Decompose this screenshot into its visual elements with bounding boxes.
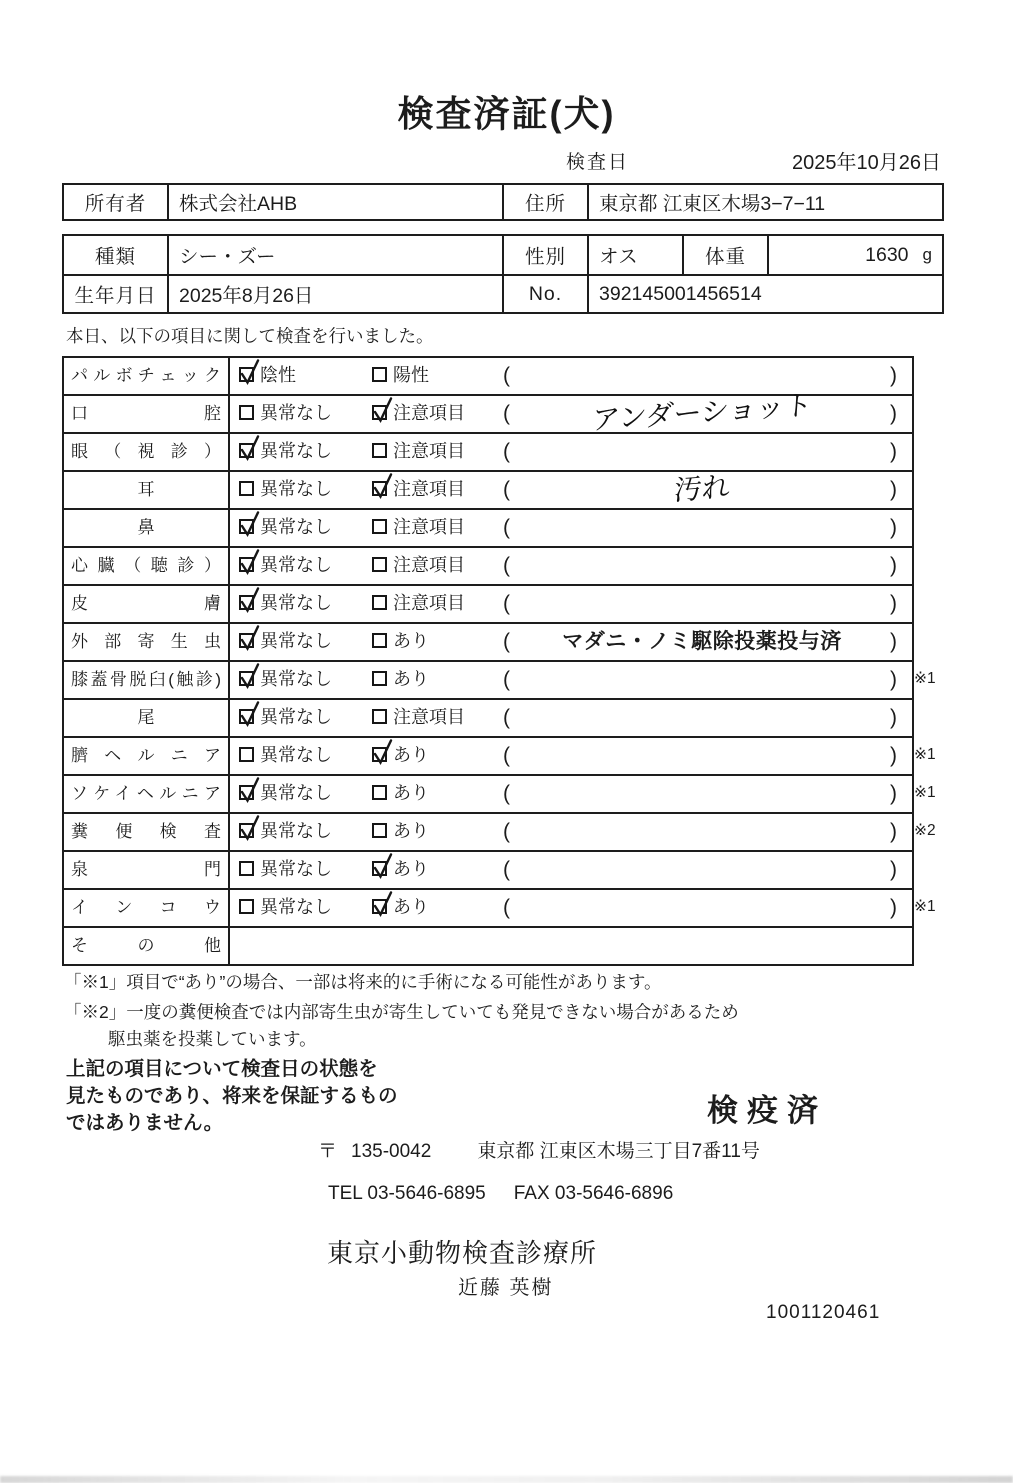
row-content — [230, 814, 912, 850]
checkmark-icon — [237, 775, 263, 804]
weight-unit: g — [922, 245, 932, 264]
option1-label: 異常なし — [260, 441, 332, 461]
clinic-name: 東京小動物検査診療所 — [327, 1238, 598, 1268]
paren-open: ( — [503, 858, 510, 881]
option2-label: あり — [393, 745, 429, 765]
paren-open: ( — [503, 554, 510, 577]
weight-label: 体重 — [682, 236, 767, 274]
address-value: 東京都 江東区木場3−7−11 — [587, 185, 942, 219]
paren-open: ( — [503, 516, 510, 539]
paren-open: ( — [503, 668, 510, 691]
checkmark-icon — [237, 813, 263, 842]
option1-label: 異常なし — [260, 821, 332, 841]
row-label: 心臓（聴診） — [64, 548, 230, 584]
row-label: 口腔 — [64, 396, 230, 432]
row-content — [230, 586, 912, 622]
checkbox-option2 — [372, 785, 387, 800]
paren-close: ) — [890, 896, 897, 919]
checklist-row — [64, 738, 936, 776]
paren-open: ( — [503, 364, 510, 387]
postal-code: 135-0042 — [351, 1141, 432, 1162]
note-mark: ※1 — [914, 784, 936, 801]
animal-info-table — [62, 234, 944, 314]
option1-label: 異常なし — [260, 745, 332, 765]
clinic-fax: FAX 03-5646-6896 — [513, 1183, 674, 1204]
option1-label: 異常なし — [260, 859, 332, 879]
option1-label: 異常なし — [260, 593, 332, 613]
disclaimer-line: 上記の項目について検査日の状態を — [66, 1058, 378, 1080]
birthdate-value: 2025年8月26日 — [167, 274, 502, 312]
row-content — [230, 928, 912, 964]
checkbox-option1 — [239, 899, 254, 914]
owner-table — [62, 183, 944, 221]
checkmark-icon — [237, 585, 263, 614]
note-mark: ※1 — [914, 670, 936, 687]
checkbox-option2 — [372, 861, 387, 876]
checkbox-option2 — [372, 405, 387, 420]
option1-label: 異常なし — [260, 555, 332, 575]
checklist-row — [64, 472, 912, 510]
option2-label: あり — [393, 859, 429, 879]
breed-value: シー・ズー — [167, 236, 502, 274]
checkbox-option2 — [372, 633, 387, 648]
row-content — [230, 738, 912, 774]
number-label: No. — [502, 274, 587, 312]
paren-close: ) — [890, 440, 897, 463]
clinic-tel: TEL 03-5646-6895 — [328, 1183, 486, 1204]
disclaimer-text — [66, 1056, 486, 1137]
option2-label: あり — [393, 631, 429, 651]
paren-open: ( — [503, 744, 510, 767]
row-content — [230, 700, 912, 736]
checklist-row — [64, 852, 912, 890]
finding-value: 汚れ — [672, 470, 732, 507]
paren-close: ) — [890, 478, 897, 501]
checkbox-option1 — [239, 633, 254, 648]
option2-label: あり — [393, 897, 429, 917]
option2-label: あり — [393, 821, 429, 841]
note-mark: ※1 — [914, 898, 936, 915]
checkmark-icon — [370, 851, 396, 880]
checkbox-option1 — [239, 671, 254, 686]
footnote-1: 「※1」項目で“あり”の場合、一部は将来的に手術になる可能性があります。 — [64, 972, 662, 992]
checkmark-icon — [237, 433, 263, 462]
finding-value: アンダーショット — [590, 389, 814, 436]
weight-number: 1630 — [865, 243, 909, 266]
sex-value: オス — [587, 236, 682, 274]
checklist-row — [64, 814, 936, 852]
paren-close: ) — [890, 668, 897, 691]
row-label: その他 — [64, 928, 230, 964]
checkbox-option1 — [239, 367, 254, 382]
row-label: パルボチェック — [64, 358, 230, 394]
checkbox-option1 — [239, 823, 254, 838]
checklist-row — [64, 548, 912, 586]
checkbox-option2 — [372, 367, 387, 382]
owner-label: 所有者 — [84, 193, 147, 215]
option1-label: 陰性 — [260, 365, 296, 385]
paren-close: ) — [890, 630, 897, 653]
option1-label: 異常なし — [260, 707, 332, 727]
row-content — [230, 890, 912, 926]
checkmark-icon — [370, 395, 396, 424]
checkbox-option2 — [372, 899, 387, 914]
row-label: 耳 — [64, 472, 230, 508]
postal-mark: 〒 — [318, 1141, 338, 1162]
checkbox-option2 — [372, 443, 387, 458]
row-content — [230, 624, 912, 660]
checkmark-icon — [237, 623, 263, 652]
paren-open: ( — [503, 440, 510, 463]
paren-open: ( — [503, 402, 510, 425]
owner-value: 株式会社AHB — [167, 185, 502, 219]
footnote-2-continued: 駆虫薬を投薬しています。 — [108, 1029, 317, 1049]
checkmark-icon — [237, 699, 263, 728]
paren-close: ) — [890, 516, 897, 539]
paren-open: ( — [503, 896, 510, 919]
checkmark-icon — [237, 547, 263, 576]
paren-close: ) — [890, 364, 897, 387]
option2-label: 注意項目 — [393, 707, 465, 727]
paren-open: ( — [503, 820, 510, 843]
option1-label: 異常なし — [260, 669, 332, 689]
paren-open: ( — [503, 630, 510, 653]
clinic-telfax-line — [328, 1183, 673, 1205]
clinic-address: 東京都 江東区木場三丁目7番11号 — [477, 1141, 760, 1162]
sex-label: 性別 — [502, 236, 587, 274]
option1-label: 異常なし — [260, 897, 332, 917]
row-label: ソケイヘルニア — [64, 776, 230, 812]
option2-label: 注意項目 — [393, 441, 465, 461]
option1-label: 異常なし — [260, 783, 332, 803]
footnote-2: 「※2」一度の糞便検査では内部寄生虫が寄生していても発見できない場合があるため — [64, 1002, 739, 1022]
checklist-row — [64, 700, 912, 738]
weight-value — [767, 236, 942, 274]
checklist-table — [62, 356, 936, 966]
paren-close: ) — [890, 820, 897, 843]
row-label: 膝蓋骨脱臼(触診) — [64, 662, 230, 698]
breed-label: 種類 — [94, 246, 136, 268]
note-mark: ※1 — [914, 746, 936, 763]
paren-open: ( — [503, 706, 510, 729]
checklist-row — [64, 510, 912, 548]
option2-label: 注意項目 — [393, 593, 465, 613]
checkmark-icon — [237, 661, 263, 690]
option1-label: 異常なし — [260, 403, 332, 423]
checkbox-option2 — [372, 747, 387, 762]
row-content — [230, 852, 912, 888]
paren-close: ) — [890, 782, 897, 805]
checkmark-icon — [370, 471, 396, 500]
paren-close: ) — [890, 744, 897, 767]
row-label: 皮膚 — [64, 586, 230, 622]
option2-label: 陽性 — [393, 365, 429, 385]
checklist-row — [64, 890, 936, 928]
paren-close: ) — [890, 402, 897, 425]
checkmark-icon — [370, 889, 396, 918]
checkbox-option1 — [239, 785, 254, 800]
row-label: インコウ — [64, 890, 230, 926]
inspection-date-value: 2025年10月26日 — [792, 152, 941, 174]
row-label: 尾 — [64, 700, 230, 736]
checkmark-icon — [237, 357, 263, 386]
paren-close: ) — [890, 554, 897, 577]
checkbox-option1 — [239, 595, 254, 610]
checkbox-option1 — [239, 443, 254, 458]
checklist-row — [64, 662, 936, 700]
scan-edge-artifact — [0, 1476, 1013, 1483]
checkbox-option2 — [372, 709, 387, 724]
checkbox-option2 — [372, 823, 387, 838]
row-content — [230, 548, 912, 584]
checkbox-option2 — [372, 519, 387, 534]
row-label: 糞便検査 — [64, 814, 230, 850]
row-content — [230, 389, 912, 436]
checkmark-icon — [237, 509, 263, 538]
checkbox-option1 — [239, 861, 254, 876]
page-title: 検査済証(犬) — [397, 93, 616, 134]
inspection-date-label: 検査日 — [566, 152, 630, 173]
paren-open: ( — [503, 478, 510, 501]
paren-close: ) — [890, 858, 897, 881]
row-content — [230, 662, 912, 698]
checkbox-option1 — [239, 481, 254, 496]
checkbox-option2 — [372, 557, 387, 572]
note-mark: ※2 — [914, 822, 936, 839]
disclaimer-line: 見たものであり、将来を保証するもの — [66, 1085, 398, 1107]
checkbox-option2 — [372, 595, 387, 610]
number-value: 392145001456514 — [587, 274, 942, 312]
checklist-row — [64, 624, 912, 662]
checklist-row — [64, 586, 912, 624]
document-number: 1001120461 — [766, 1302, 881, 1323]
checklist-row — [64, 928, 912, 964]
row-label: 泉門 — [64, 852, 230, 888]
option2-label: 注意項目 — [393, 517, 465, 537]
row-content — [230, 472, 912, 508]
option1-label: 異常なし — [260, 479, 332, 499]
checkmark-icon — [370, 737, 396, 766]
option2-label: 注意項目 — [393, 479, 465, 499]
finding-value: マダニ・ノミ駆除投薬投与済 — [562, 630, 842, 653]
option2-label: 注意項目 — [393, 403, 465, 423]
intro-text: 本日、以下の項目に関して検査を行いました。 — [66, 326, 434, 346]
checkbox-option1 — [239, 747, 254, 762]
row-label: 外部寄生虫 — [64, 624, 230, 660]
birthdate-label: 生年月日 — [64, 274, 167, 312]
option2-label: 注意項目 — [393, 555, 465, 575]
checklist-row — [64, 389, 912, 436]
paren-open: ( — [503, 592, 510, 615]
veterinarian-name: 近藤 英樹 — [458, 1277, 554, 1299]
clinic-postal-line — [318, 1136, 760, 1163]
option1-label: 異常なし — [260, 517, 332, 537]
option2-label: あり — [393, 783, 429, 803]
option1-label: 異常なし — [260, 631, 332, 651]
checkbox-option1 — [239, 519, 254, 534]
checkbox-option2 — [372, 671, 387, 686]
option2-label: あり — [393, 669, 429, 689]
checkbox-option1 — [239, 557, 254, 572]
paren-close: ) — [890, 592, 897, 615]
row-content — [230, 776, 912, 812]
quarantine-passed-stamp: 検疫済 — [707, 1093, 827, 1128]
checkbox-option2 — [372, 481, 387, 496]
row-label: 臍ヘルニア — [64, 738, 230, 774]
checkbox-option1 — [239, 405, 254, 420]
row-label: 眼（視診） — [64, 434, 230, 470]
row-label: 鼻 — [64, 510, 230, 546]
checkbox-option1 — [239, 709, 254, 724]
paren-close: ) — [890, 706, 897, 729]
paren-open: ( — [503, 782, 510, 805]
disclaimer-line: ではありません。 — [66, 1112, 224, 1134]
address-label: 住所 — [502, 185, 587, 219]
checklist-row — [64, 776, 936, 814]
